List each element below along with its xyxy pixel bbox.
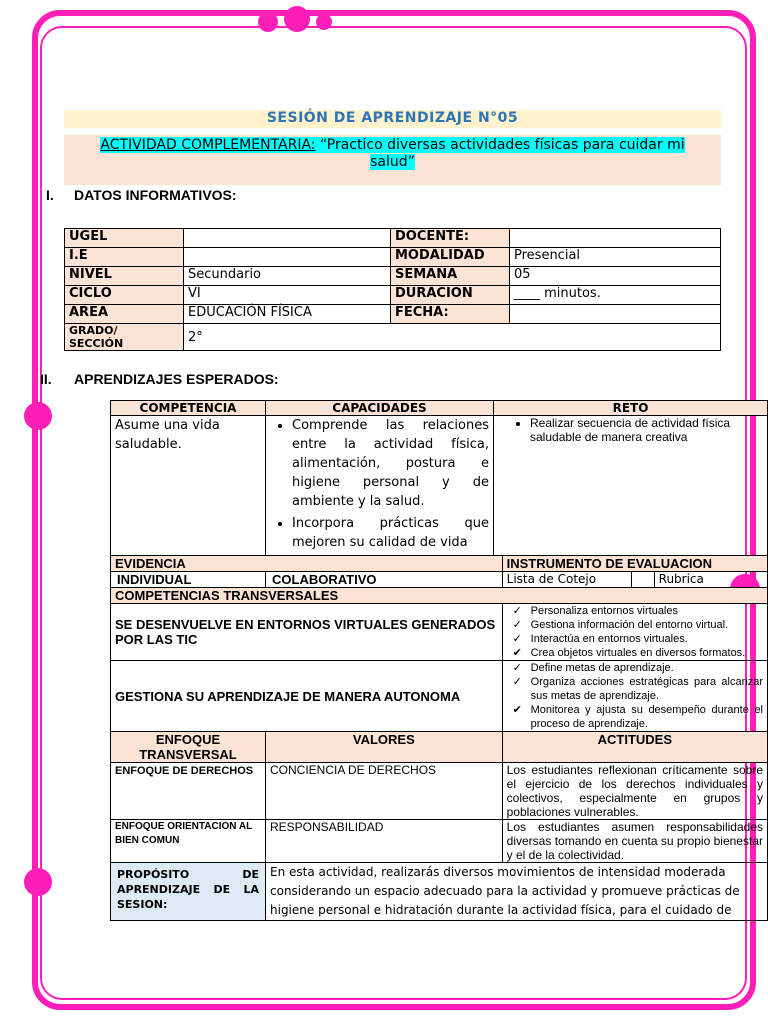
- tic-list-cell: [502, 604, 767, 661]
- valor-responsabilidad: RESPONSABILIDAD: [266, 820, 503, 863]
- decor-dot: [24, 868, 52, 896]
- check-icon: ✓: [512, 605, 522, 617]
- evidencia-header: EVIDENCIA: [111, 556, 503, 572]
- label-ie: I.E: [65, 248, 184, 267]
- label-ugel: UGEL: [65, 229, 184, 248]
- value-fecha: [510, 305, 721, 324]
- enfoque-bien-comun: ENFOQUE ORIENTACION AL BIEN COMUN: [111, 820, 266, 863]
- header-actitudes: ACTITUDES: [502, 732, 767, 763]
- label-grado: GRADO/ SECCIÓN: [65, 324, 184, 351]
- enfoque-derechos: ENFOQUE DE DERECHOS: [111, 763, 266, 820]
- gestiona-list-cell: [502, 661, 767, 732]
- session-title: SESIÓN DE APRENDIZAJE N°05: [64, 110, 721, 128]
- section-2-number: II.: [40, 371, 52, 387]
- check-icon: ✓: [512, 619, 522, 631]
- label-docente: DOCENTE:: [391, 229, 510, 248]
- valor-derechos: CONCIENCIA DE DERECHOS: [266, 763, 503, 820]
- capacidad-item: • Incorpora prácticas que mejoren su calidad de vida: [292, 514, 489, 552]
- label-nivel: NIVEL: [65, 267, 184, 286]
- instrumento-header: INSTRUMENTO DE EVALUACION: [502, 556, 767, 572]
- activity-text-2: salud”: [370, 154, 415, 170]
- value-ie: [184, 248, 391, 267]
- label-modalidad: MODALIDAD: [391, 248, 510, 267]
- aprendizajes-table: [110, 400, 768, 921]
- value-ciclo: VI: [184, 286, 391, 305]
- decor-dot: [24, 402, 52, 430]
- check-icon: ✓: [512, 676, 522, 688]
- gestiona-item: ✓ Define metas de aprendizaje.: [512, 662, 674, 674]
- gestiona-competencia: GESTIONA SU APRENDIZAJE DE MANERA AUTONOMA: [111, 661, 503, 732]
- reto-item: • Realizar secuencia de actividad física saludable de manera creativa: [530, 416, 763, 444]
- activity-banner: [64, 135, 721, 185]
- proposito-label: PROPÓSITO DE APRENDIZAJE DE LA SESION:: [111, 863, 266, 921]
- value-nivel: Secundario: [184, 267, 391, 286]
- tic-item: ✓ Interactúa en entornos virtuales.: [512, 633, 688, 645]
- header-capacidades: CAPACIDADES: [266, 401, 494, 416]
- check-icon: ✓: [512, 662, 522, 674]
- section-2-title: APRENDIZAJES ESPERADOS:: [74, 371, 279, 387]
- reto-cell: [494, 416, 768, 556]
- colaborativo-label: COLABORATIVO: [266, 572, 503, 588]
- actitud-derechos: Los estudiantes reflexionan críticamente sobre el ejercicio de los derechos individuales y colectivos, especialmente en grupos y poblaciones vulnerables.: [502, 763, 767, 820]
- tic-item: ✓ Personaliza entornos virtuales: [512, 605, 678, 617]
- label-semana: SEMANA: [391, 267, 510, 286]
- header-reto: RETO: [494, 401, 768, 416]
- proposito-text: En esta actividad, realizarás diversos movimientos de intensidad moderada considerando un espacio adecuado para la actividad y promueve prácticas de higiene personal e hidratación durante la actividad física, para el cuidado de: [266, 863, 768, 921]
- label-duracion: DURACION: [391, 286, 510, 305]
- label-area: AREA: [65, 305, 184, 324]
- tic-item: ✓ Gestiona información del entorno virtual.: [512, 619, 729, 631]
- section-1-title: DATOS INFORMATIVOS:: [74, 187, 237, 203]
- capacidad-item: • Comprende las relaciones entre la actividad física, alimentación, postura e higiene personal y de ambiente y la salud.: [292, 416, 489, 511]
- value-docente: [510, 229, 721, 248]
- decor-dot: [316, 14, 332, 30]
- header-valores: VALORES: [266, 732, 503, 763]
- tic-competencia: SE DESENVUELVE EN ENTORNOS VIRTUALES GENERADOS POR LAS TIC: [111, 604, 503, 661]
- rubrica: Rubrica: [654, 572, 767, 588]
- check-icon: ✔: [512, 704, 522, 716]
- section-1-number: I.: [46, 187, 54, 203]
- label-fecha: FECHA:: [391, 305, 510, 324]
- value-modalidad: Presencial: [510, 248, 721, 267]
- datos-table: [64, 228, 721, 351]
- value-ugel: [184, 229, 391, 248]
- decor-dot: [284, 6, 310, 32]
- decor-dot: [258, 12, 278, 32]
- lista-cotejo: Lista de Cotejo: [502, 572, 631, 588]
- check-icon: ✔: [512, 647, 522, 659]
- activity-label: ACTIVIDAD COMPLEMENTARIA:: [100, 137, 316, 153]
- competencia-cell: Asume una vida saludable.: [111, 416, 266, 556]
- activity-text: “Practico diversas actividades físicas para cuidar mi: [315, 137, 685, 153]
- tic-item: ✔ Crea objetos virtuales en diversos formatos.: [512, 647, 746, 659]
- value-area: EDUCACIÓN FÍSICA: [184, 305, 391, 324]
- check-icon: ✓: [512, 633, 522, 645]
- header-enfoque: ENFOQUE TRANSVERSAL: [111, 732, 266, 763]
- header-competencia: COMPETENCIA: [111, 401, 266, 416]
- value-semana: 05: [510, 267, 721, 286]
- individual-label: INDIVIDUAL: [111, 572, 266, 588]
- gestiona-item: ✓ Organiza acciones estratégicas para alcanzar sus metas de aprendizaje.: [512, 676, 763, 702]
- empty-cell: [631, 572, 654, 588]
- competencias-transversales-header: COMPETENCIAS TRANSVERSALES: [111, 588, 768, 604]
- value-duracion: ____ minutos.: [510, 286, 721, 305]
- capacidades-cell: [266, 416, 494, 556]
- gestiona-item: ✔ Monitorea y ajusta su desempeño durante el proceso de aprendizaje.: [512, 704, 763, 730]
- actitud-responsabilidad: Los estudiantes asumen responsabilidades diversas tomando en cuenta su propio bienestar y el de la colectividad.: [502, 820, 767, 863]
- value-grado: 2°: [184, 324, 721, 351]
- label-ciclo: CICLO: [65, 286, 184, 305]
